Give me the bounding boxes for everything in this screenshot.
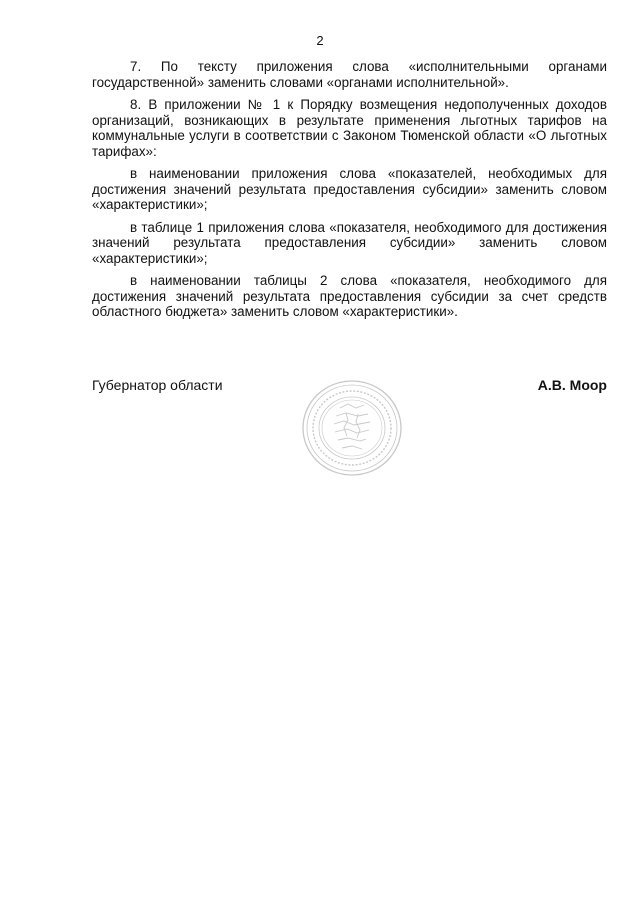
signatory-name: А.В. Моор [537,377,607,393]
paragraph-7: 7. По тексту приложения слова «исполнительными органами государственной» заменить словами «органами исполнительной». [92,59,607,90]
paragraph-8-item-2: в таблице 1 приложения слова «показателя, необходимого для достижения значений результата предоставления субсидии» заменить словом «характеристики»; [92,219,607,266]
official-seal-icon [300,378,404,478]
paragraph-8: 8. В приложении № 1 к Порядку возмещения недополученных доходов организаций, возникающих в результате применения льготных тарифов на коммунальные услуги в соответствии с Законом Тюменской области «О льготных тарифах»: [92,97,607,159]
signatory-position: Губернатор области [92,377,223,393]
paragraph-8-item-1: в наименовании приложения слова «показателей, необходимых для достижения значений результата предоставления субсидии» заменить словом «характеристики»; [92,166,607,212]
page-number: 2 [316,33,324,48]
paragraph-8-item-3: в наименовании таблицы 2 слова «показателя, необходимого для достижения значений результата предоставления субсидии за счет средств областного бюджета» заменить словом «характеристики». [92,273,607,319]
document-body [92,59,607,320]
